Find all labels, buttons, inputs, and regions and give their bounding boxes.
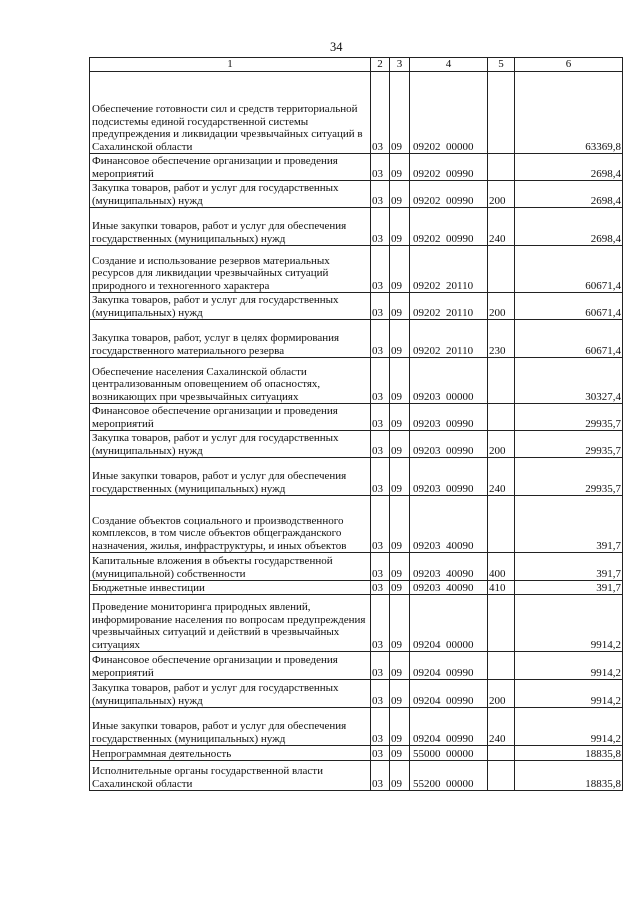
row-subsection: 09 — [390, 652, 410, 680]
row-section: 03 — [371, 595, 390, 652]
row-name: Финансовое обеспечение организации и проведения мероприятий — [90, 652, 371, 680]
row-subsection: 09 — [390, 553, 410, 581]
row-expense-type — [488, 652, 515, 680]
row-amount: 2698,4 — [515, 181, 623, 208]
row-subsection: 09 — [390, 154, 410, 181]
row-amount: 9914,2 — [515, 652, 623, 680]
budget-table — [89, 57, 623, 791]
row-target-item: 09202 20110 — [410, 246, 488, 293]
table-row — [90, 746, 623, 761]
table-row — [90, 553, 623, 581]
table-row — [90, 458, 623, 496]
row-amount: 60671,4 — [515, 293, 623, 320]
row-amount: 391,7 — [515, 496, 623, 553]
row-section: 03 — [371, 652, 390, 680]
header-col-5: 5 — [488, 58, 515, 72]
row-expense-type: 200 — [488, 431, 515, 458]
row-subsection: 09 — [390, 680, 410, 708]
table-row — [90, 680, 623, 708]
table-row — [90, 208, 623, 246]
row-subsection: 09 — [390, 746, 410, 761]
row-subsection: 09 — [390, 595, 410, 652]
row-name: Закупка товаров, работ и услуг для государственных (муниципальных) нужд — [90, 181, 371, 208]
row-amount: 30327,4 — [515, 358, 623, 404]
row-expense-type: 240 — [488, 458, 515, 496]
row-target-item: 09202 00990 — [410, 208, 488, 246]
row-amount: 60671,4 — [515, 246, 623, 293]
row-target-item: 09203 40090 — [410, 496, 488, 553]
row-section: 03 — [371, 746, 390, 761]
table-row — [90, 154, 623, 181]
table-body — [90, 72, 623, 791]
header-col-2: 2 — [371, 58, 390, 72]
row-name: Иные закупки товаров, работ и услуг для обеспечения государственных (муниципальных) нужд — [90, 708, 371, 746]
row-section: 03 — [371, 246, 390, 293]
row-expense-type: 410 — [488, 581, 515, 595]
row-target-item: 09203 00990 — [410, 404, 488, 431]
table-row — [90, 72, 623, 154]
table-row — [90, 708, 623, 746]
row-amount: 29935,7 — [515, 404, 623, 431]
row-subsection: 09 — [390, 404, 410, 431]
row-subsection: 09 — [390, 72, 410, 154]
row-target-item: 09204 00990 — [410, 652, 488, 680]
row-section: 03 — [371, 358, 390, 404]
row-expense-type: 240 — [488, 708, 515, 746]
row-amount: 9914,2 — [515, 708, 623, 746]
row-section: 03 — [371, 154, 390, 181]
row-target-item: 09202 20110 — [410, 293, 488, 320]
row-name: Иные закупки товаров, работ и услуг для обеспечения государственных (муниципальных) нужд — [90, 208, 371, 246]
row-section: 03 — [371, 761, 390, 791]
row-target-item: 09203 00990 — [410, 431, 488, 458]
row-name: Закупка товаров, работ и услуг для государственных (муниципальных) нужд — [90, 293, 371, 320]
row-amount: 391,7 — [515, 553, 623, 581]
row-amount: 63369,8 — [515, 72, 623, 154]
table-row — [90, 496, 623, 553]
row-subsection: 09 — [390, 761, 410, 791]
row-subsection: 09 — [390, 358, 410, 404]
row-subsection: 09 — [390, 581, 410, 595]
row-expense-type: 200 — [488, 680, 515, 708]
row-section: 03 — [371, 208, 390, 246]
row-subsection: 09 — [390, 708, 410, 746]
row-amount: 2698,4 — [515, 208, 623, 246]
table-row — [90, 293, 623, 320]
header-col-6: 6 — [515, 58, 623, 72]
table-row — [90, 652, 623, 680]
row-amount: 18835,8 — [515, 761, 623, 791]
row-expense-type: 240 — [488, 208, 515, 246]
row-target-item: 09203 00990 — [410, 458, 488, 496]
row-section: 03 — [371, 293, 390, 320]
row-amount: 9914,2 — [515, 680, 623, 708]
row-target-item: 09203 40090 — [410, 553, 488, 581]
row-name: Обеспечение населения Сахалинской области централизованным оповещением об опасностях, возникающих при чрезвычайных ситуациях — [90, 358, 371, 404]
row-section: 03 — [371, 553, 390, 581]
row-name: Иные закупки товаров, работ и услуг для обеспечения государственных (муниципальных) нужд — [90, 458, 371, 496]
table-row — [90, 595, 623, 652]
row-section: 03 — [371, 404, 390, 431]
row-name: Закупка товаров, работ и услуг для государственных (муниципальных) нужд — [90, 431, 371, 458]
row-section: 03 — [371, 708, 390, 746]
row-target-item: 09202 00990 — [410, 154, 488, 181]
row-amount: 60671,4 — [515, 320, 623, 358]
row-name: Создание и использование резервов материальных ресурсов для ликвидации чрезвычайных ситуаций природного и техногенного характера — [90, 246, 371, 293]
row-target-item: 55000 00000 — [410, 746, 488, 761]
row-name: Проведение мониторинга природных явлений, информирование населения по вопросам предупреждения чрезвычайных ситуаций и действий в чрезвычайных ситуациях — [90, 595, 371, 652]
table-row — [90, 404, 623, 431]
row-expense-type — [488, 154, 515, 181]
row-target-item: 09204 00990 — [410, 708, 488, 746]
header-col-4: 4 — [410, 58, 488, 72]
row-section: 03 — [371, 181, 390, 208]
row-name: Финансовое обеспечение организации и проведения мероприятий — [90, 404, 371, 431]
row-name: Создание объектов социального и производственного комплексов, в том числе объектов общегражданского назначения, жилья, инфраструктуры, и иных объектов — [90, 496, 371, 553]
table-row — [90, 181, 623, 208]
row-expense-type: 400 — [488, 553, 515, 581]
row-target-item: 09202 20110 — [410, 320, 488, 358]
table-row — [90, 431, 623, 458]
row-target-item: 55200 00000 — [410, 761, 488, 791]
page-number: 34 — [330, 40, 343, 54]
row-amount: 29935,7 — [515, 431, 623, 458]
row-amount: 18835,8 — [515, 746, 623, 761]
row-subsection: 09 — [390, 181, 410, 208]
row-target-item: 09203 00000 — [410, 358, 488, 404]
row-target-item: 09203 40090 — [410, 581, 488, 595]
row-section: 03 — [371, 431, 390, 458]
row-subsection: 09 — [390, 246, 410, 293]
row-section: 03 — [371, 680, 390, 708]
header-col-3: 3 — [390, 58, 410, 72]
row-expense-type: 200 — [488, 181, 515, 208]
row-section: 03 — [371, 458, 390, 496]
row-name: Закупка товаров, работ и услуг для государственных (муниципальных) нужд — [90, 680, 371, 708]
row-section: 03 — [371, 72, 390, 154]
row-subsection: 09 — [390, 293, 410, 320]
row-name: Исполнительные органы государственной власти Сахалинской области — [90, 761, 371, 791]
row-expense-type — [488, 404, 515, 431]
table-row — [90, 246, 623, 293]
row-amount: 2698,4 — [515, 154, 623, 181]
row-expense-type — [488, 358, 515, 404]
table-row — [90, 761, 623, 791]
row-amount: 9914,2 — [515, 595, 623, 652]
row-subsection: 09 — [390, 431, 410, 458]
row-subsection: 09 — [390, 208, 410, 246]
table-header-row — [90, 58, 623, 72]
row-expense-type — [488, 496, 515, 553]
row-expense-type — [488, 761, 515, 791]
row-name: Бюджетные инвестиции — [90, 581, 371, 595]
row-expense-type: 230 — [488, 320, 515, 358]
table-row — [90, 320, 623, 358]
row-amount: 391,7 — [515, 581, 623, 595]
row-subsection: 09 — [390, 496, 410, 553]
row-name: Финансовое обеспечение организации и проведения мероприятий — [90, 154, 371, 181]
row-expense-type: 200 — [488, 293, 515, 320]
row-name: Капитальные вложения в объекты государственной (муниципальной) собственности — [90, 553, 371, 581]
row-section: 03 — [371, 496, 390, 553]
header-col-1: 1 — [90, 58, 371, 72]
row-section: 03 — [371, 581, 390, 595]
row-subsection: 09 — [390, 320, 410, 358]
row-target-item: 09204 00000 — [410, 595, 488, 652]
row-section: 03 — [371, 320, 390, 358]
row-amount: 29935,7 — [515, 458, 623, 496]
row-expense-type — [488, 746, 515, 761]
row-expense-type — [488, 72, 515, 154]
table-row — [90, 581, 623, 595]
row-name: Закупка товаров, работ, услуг в целях формирования государственного материального резерва — [90, 320, 371, 358]
row-subsection: 09 — [390, 458, 410, 496]
row-target-item: 09204 00990 — [410, 680, 488, 708]
row-expense-type — [488, 595, 515, 652]
row-name: Обеспечение готовности сил и средств территориальной подсистемы единой государственной системы предупреждения и ликвидации чрезвычайных ситуаций в Сахалинской области — [90, 72, 371, 154]
row-target-item: 09202 00000 — [410, 72, 488, 154]
table-row — [90, 358, 623, 404]
row-expense-type — [488, 246, 515, 293]
row-name: Непрограммная деятельность — [90, 746, 371, 761]
row-target-item: 09202 00990 — [410, 181, 488, 208]
